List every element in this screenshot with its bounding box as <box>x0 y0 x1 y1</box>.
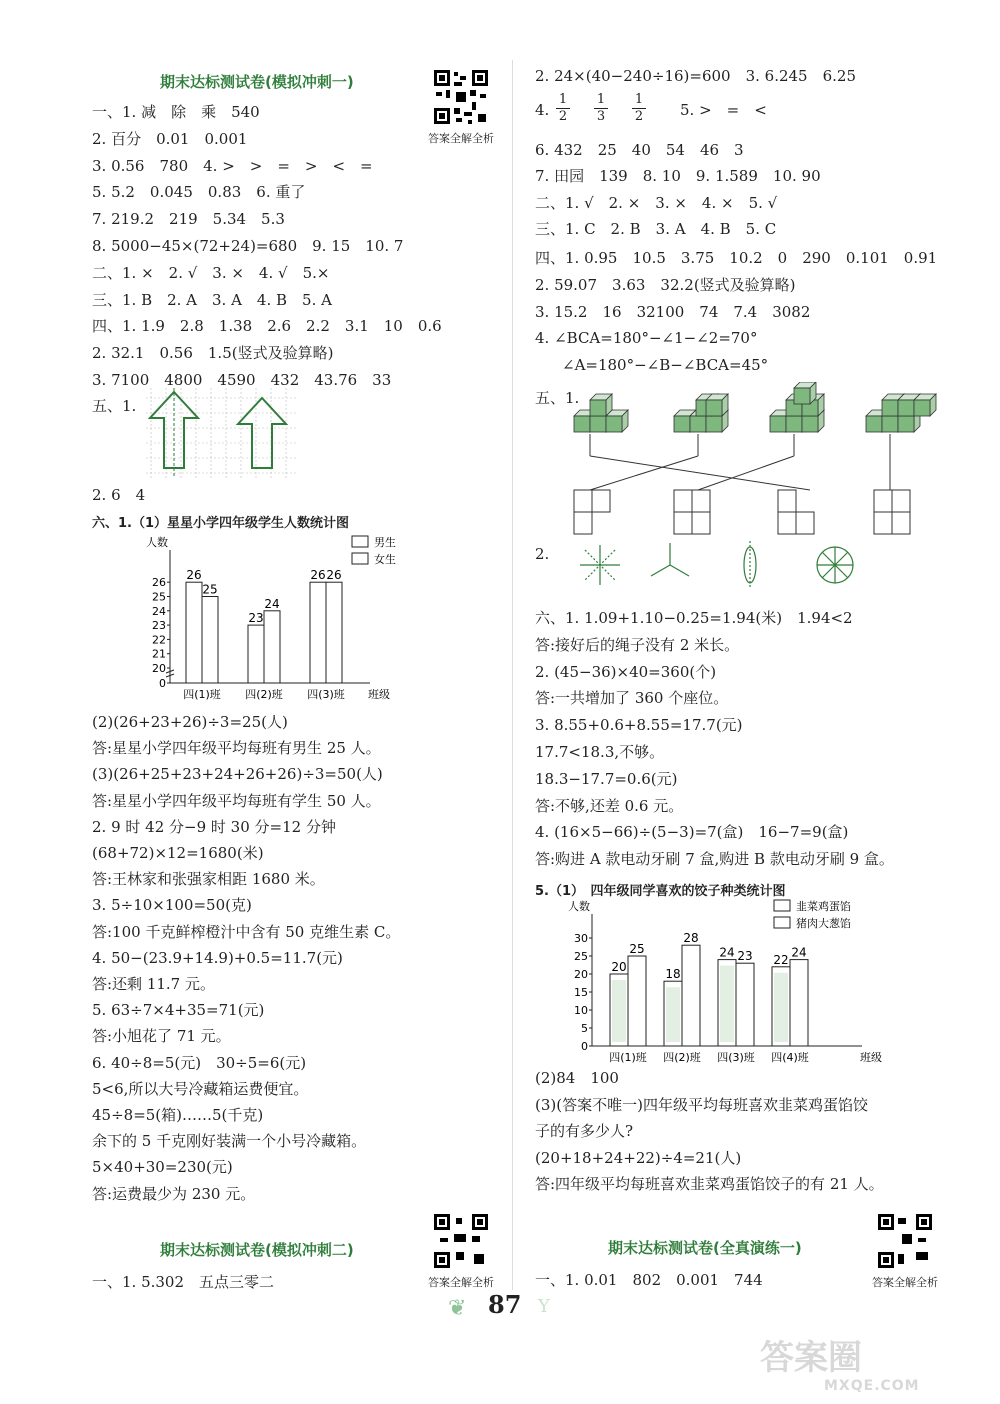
qr-caption: 答案全解全析 <box>872 1276 938 1289</box>
answer-line: 8. 5000−45×(72+24)=680 9. 15 10. 7 <box>92 237 404 255</box>
bar-value-label: 22 <box>773 952 789 967</box>
watermark-url: MXQE.COM <box>824 1378 920 1394</box>
two-label-right: 2. <box>535 545 550 563</box>
x-tick-label: 四(4)班 <box>771 1051 809 1064</box>
y-axis-label: 人数 <box>146 536 168 549</box>
y-tick-label: 21 <box>152 647 166 661</box>
leaf-decoration-icon: Y <box>538 1296 550 1317</box>
bar-shading <box>612 980 626 1042</box>
x-tick-label: 四(3)班 <box>717 1051 755 1064</box>
cube-matching-figure <box>570 382 940 546</box>
qr-caption: 答案全解全析 <box>428 132 494 145</box>
answer-line: 余下的 5 千克刚好装满一个小号冷藏箱。 <box>92 1132 367 1151</box>
fraction <box>594 92 608 125</box>
chart-dumplings <box>560 894 890 1064</box>
chart-students <box>140 528 420 708</box>
bar <box>310 582 326 683</box>
answer-line: 四、1. 0.95 10.5 3.75 10.2 0 290 0.101 0.91 <box>535 249 938 267</box>
answer-line: 3. 15.2 16 32100 74 7.4 3082 <box>535 303 811 321</box>
answer-line: 答:不够,还差 0.6 元。 <box>535 796 684 815</box>
answer-line: (68+72)×12=1680(米) <box>92 844 264 862</box>
bar-value-label: 24 <box>791 945 807 960</box>
bar <box>682 945 700 1046</box>
y-tick-label: 10 <box>574 1004 588 1017</box>
answer-line: 答:运费最少为 230 元。 <box>92 1184 256 1203</box>
section-title-1: 期末达标测试卷(模拟冲刺一) <box>160 73 354 91</box>
x-tick-label: 四(1)班 <box>609 1051 647 1064</box>
qr-caption: 答案全解全析 <box>428 1276 494 1289</box>
bar <box>326 582 342 683</box>
answer-line: 5. 5.2 0.045 0.83 6. 重了 <box>92 183 306 202</box>
answer-line: (2)(26+23+26)÷3=25(人) <box>92 713 288 731</box>
y-tick-label: 15 <box>574 986 588 999</box>
x-tick-label: 四(1)班 <box>183 688 221 701</box>
bar-value-label: 23 <box>737 949 753 964</box>
answer-line: 5×40+30=230(元) <box>92 1158 233 1177</box>
answer-line: (20+18+24+22)÷4=21(人) <box>535 1148 742 1167</box>
legend-label: 韭菜鸡蛋馅 <box>796 900 851 913</box>
page-number: 87 <box>488 1290 522 1319</box>
five-label: 五、1. <box>92 397 137 415</box>
answer-line: 三、1. C 2. B 3. A 4. B 5. C <box>535 220 777 238</box>
answer-line: 3. 8.55+0.6+8.55=17.7(元) <box>535 716 743 735</box>
answer-line: 答:星星小学四年级平均每班有男生 25 人。 <box>92 739 381 758</box>
answer-line: (3)(答案不唯一)四年级平均每班喜欢韭菜鸡蛋馅饺 <box>535 1095 868 1114</box>
fraction-denominator: 2 <box>634 109 644 124</box>
answer-line: 2. 9 时 42 分−9 时 30 分=12 分钟 <box>92 817 336 836</box>
y-tick-label: 0 <box>159 677 166 690</box>
answer-line: 6. 432 25 40 54 46 3 <box>535 141 744 159</box>
answer-line: 5<6,所以大号冷藏箱运费便宜。 <box>92 1079 309 1098</box>
answer-line: ∠A=180°−∠B−∠BCA=45° <box>562 356 769 374</box>
fraction-numerator: 1 <box>556 92 570 109</box>
x-tick-label: 四(3)班 <box>307 688 345 701</box>
answer-line: 7. 219.2 219 5.34 5.3 <box>92 210 285 229</box>
answer-line: 4. (16×5−66)÷(5−3)=7(盒) 16−7=9(盒) <box>535 823 849 842</box>
legend-swatch <box>774 917 790 928</box>
last-line-left: 一、1. 5.302 五点三零二 <box>92 1273 275 1291</box>
answer-line: 6. 40÷8=5(元) 30÷5=6(元) <box>92 1053 307 1072</box>
answer-line: 5. 63÷7×4+35=71(元) <box>92 1001 265 1020</box>
right-line: 2. 24×(40−240÷16)=600 3. 6.245 6.25 <box>535 67 856 85</box>
answer-line: 四、1. 1.9 2.8 1.38 2.6 2.2 3.1 10 0.6 <box>92 317 442 336</box>
bar <box>790 960 808 1046</box>
y-tick-label: 24 <box>152 604 166 618</box>
y-tick-label: 25 <box>152 590 166 604</box>
answer-line: 18.3−17.7=0.6(元) <box>535 769 678 788</box>
fraction-numerator: 1 <box>594 92 608 109</box>
bar-shading <box>666 987 680 1042</box>
answer-line: 3. 0.56 780 4. > > = > < = <box>92 156 373 175</box>
answer-line: 答:四年级平均每班喜欢韭菜鸡蛋馅饺子的有 21 人。 <box>535 1175 884 1193</box>
bar-value-label: 24 <box>264 596 280 611</box>
answer-line: 3. 5÷10×100=50(克) <box>92 896 252 915</box>
symmetry-figures <box>560 535 890 599</box>
answer-line: 二、1. × 2. √ 3. × 4. √ 5.× <box>92 263 330 282</box>
bar <box>248 625 264 683</box>
y-tick-label: 22 <box>152 633 166 647</box>
y-tick-label: 30 <box>574 932 588 945</box>
y-tick-label: 0 <box>581 1040 588 1053</box>
answer-line: 4. 50−(23.9+14.9)+0.5=11.7(元) <box>92 948 343 967</box>
y-tick-label: 25 <box>574 950 588 963</box>
fraction <box>632 92 646 125</box>
bar-value-label: 28 <box>683 931 699 946</box>
fractions-label: 4. <box>535 101 550 119</box>
last-line-right: 一、1. 0.01 802 0.001 744 <box>535 1271 763 1289</box>
y-tick-label: 26 <box>152 576 166 590</box>
answer-line: 一、1. 减 除 乘 540 <box>92 103 260 121</box>
bar-value-label: 26 <box>186 568 202 583</box>
y-tick-label: 20 <box>574 968 588 981</box>
bar-value-label: 18 <box>665 967 681 982</box>
answer-line: 子的有多少人? <box>535 1122 634 1140</box>
answer-line: 2. (45−36)×40=360(个) <box>535 662 717 681</box>
qr-code-icon <box>432 68 490 126</box>
section-title-3: 期末达标测试卷(全真演练一) <box>608 1239 802 1257</box>
answer-line: 答:接好后的绳子没有 2 米长。 <box>535 635 740 654</box>
bar-value-label: 23 <box>248 611 264 626</box>
answer-line: 答:星星小学四年级平均每班有学生 50 人。 <box>92 791 381 810</box>
legend-swatch <box>352 536 368 547</box>
answer-line: 2. 百分 0.01 0.001 <box>92 129 248 148</box>
answer-line: 答:王林家和张强家相距 1680 米。 <box>92 870 325 889</box>
legend-swatch <box>352 553 368 564</box>
section-title-2: 期末达标测试卷(模拟冲刺二) <box>160 1241 354 1259</box>
y-tick-label: 20 <box>152 662 166 675</box>
answer-line: 4. ∠BCA=180°−∠1−∠2=70° <box>535 329 758 347</box>
fraction-numerator: 1 <box>632 92 646 109</box>
bar-value-label: 26 <box>310 568 326 583</box>
bar-value-label: 20 <box>611 960 627 974</box>
answer-line: 3. 7100 4800 4590 432 43.76 33 <box>92 371 392 389</box>
arrow-figure <box>146 388 296 482</box>
answer-line: (2)84 100 <box>535 1069 619 1087</box>
answer-line: 2. 32.1 0.56 1.5(竖式及验算略) <box>92 344 334 363</box>
legend-label: 猪肉大葱馅 <box>796 917 851 930</box>
bar <box>186 582 202 683</box>
x-tick-label: 四(2)班 <box>663 1051 701 1064</box>
y-tick-label: 23 <box>152 619 166 633</box>
bar <box>736 963 754 1046</box>
y-axis-label: 人数 <box>568 900 590 913</box>
fraction <box>556 92 570 125</box>
legend-swatch <box>774 900 790 911</box>
bar-value-label: 26 <box>326 568 342 583</box>
qr-code-icon <box>432 1212 490 1270</box>
answer-line: 7. 田园 139 8. 10 9. 1.589 10. 90 <box>535 167 821 185</box>
legend-label: 女生 <box>374 553 396 566</box>
answer-line: 答:100 千克鲜榨橙汁中含有 50 克维生素 C。 <box>92 922 401 941</box>
leaf-decoration-icon: ❦ <box>448 1296 467 1321</box>
answer-line: 答:购进 A 款电动牙刷 7 盒,购进 B 款电动牙刷 9 盒。 <box>535 850 894 869</box>
legend-label: 男生 <box>374 536 396 549</box>
chart1-title: 六、1.（1）星星小学四年级学生人数统计图 <box>92 516 350 531</box>
answer-line: (3)(26+25+23+24+26+26)÷3=50(人) <box>92 765 383 784</box>
x-axis-label: 班级 <box>860 1051 882 1064</box>
answer-line: 45÷8=5(箱)……5(千克) <box>92 1106 264 1124</box>
answer-line: 答:还剩 11.7 元。 <box>92 975 215 993</box>
x-axis-label: 班级 <box>368 688 390 701</box>
qr-code-icon <box>876 1212 934 1270</box>
bar-value-label: 24 <box>719 945 735 960</box>
answer-line: 2. 59.07 3.63 32.2(竖式及验算略) <box>535 276 796 294</box>
bar-shading <box>774 973 788 1042</box>
answer-line: 17.7<18.3,不够。 <box>535 743 665 761</box>
answer-line: 三、1. B 2. A 3. A 4. B 5. A <box>92 290 332 309</box>
column-divider <box>512 60 513 1290</box>
fraction-denominator: 3 <box>596 109 606 124</box>
bar <box>264 611 280 683</box>
q5-answer: 5. > = < <box>680 101 767 119</box>
bar-shading <box>720 966 734 1042</box>
chart2-title: 5.（1） 四年级同学喜欢的饺子种类统计图 <box>535 884 786 899</box>
bar-value-label: 25 <box>202 582 218 597</box>
q2-answer: 2. 6 4 <box>92 486 146 504</box>
bar-value-label: 25 <box>629 942 645 956</box>
bar <box>202 597 218 684</box>
y-tick-label: 5 <box>581 1022 588 1035</box>
watermark-logo: 答案圈 <box>760 1338 862 1378</box>
answer-line: 答:小旭花了 71 元。 <box>92 1027 231 1046</box>
answer-line: 六、1. 1.09+1.10−0.25=1.94(米) 1.94<2 <box>535 609 853 627</box>
five-label-right: 五、1. <box>535 389 580 407</box>
bar <box>628 956 646 1046</box>
answer-line: 答:一共增加了 360 个座位。 <box>535 689 729 708</box>
x-tick-label: 四(2)班 <box>245 688 283 701</box>
answer-line: 二、1. √ 2. × 3. × 4. × 5. √ <box>535 194 778 212</box>
fraction-denominator: 2 <box>558 109 568 124</box>
